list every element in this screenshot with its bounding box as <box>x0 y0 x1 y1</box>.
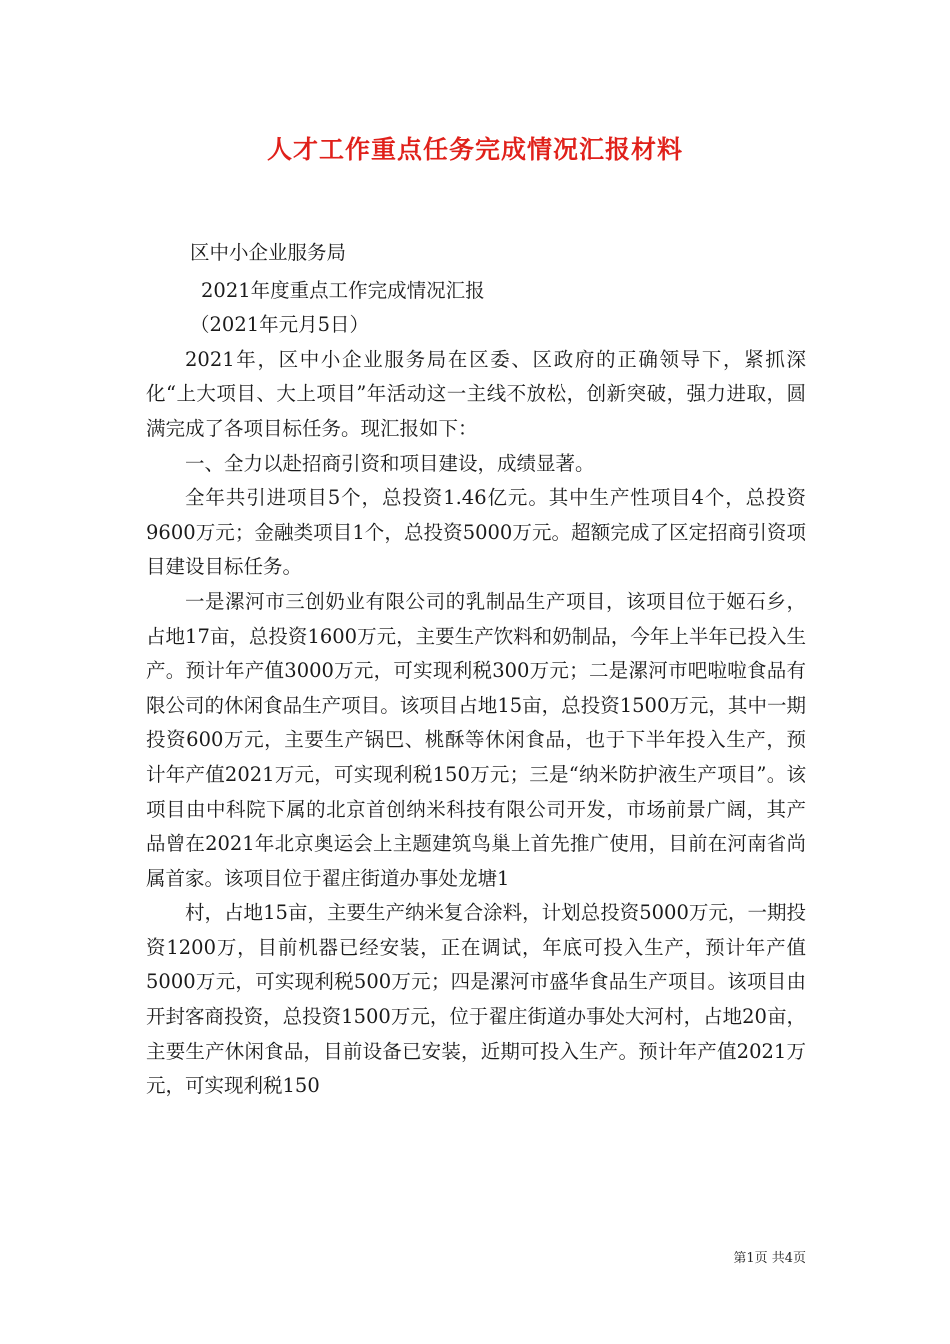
header-org: 区中小企业服务局 <box>190 241 347 264</box>
paragraph-projects-2: 村，占地15亩，主要生产纳米复合涂料，计划总投资5000万元，一期投资1200万，目前机器已经安装，正在调试，年底可投入生产，预计年产值5000万元，可实现利税500万元；四是漯河市盛华食品生产项目。该项目由开封客商投资，总投资1500万元，位于翟庄街道办事处大河村，占地20亩，主要生产休闲食品，目前设备已安装，近期可投入生产。预计年产值2021万元，可实现利税150 <box>146 901 806 1098</box>
paragraph-intro: 2021年，区中小企业服务局在区委、区政府的正确领导下，紧抓深化“上大项目、大上项目”年活动这一主线不放松，创新突破，强力进取，圆满完成了各项目标任务。现汇报如下： <box>146 347 806 440</box>
document-title: 人才工作重点任务完成情况汇报材料 <box>266 135 683 164</box>
paragraph-summary: 全年共引进项目5个，总投资1.46亿元。其中生产性项目4个，总投资9600万元；金融类项目1个，总投资5000万元。超额完成了区定招商引资项目建设目标任务。 <box>146 486 806 579</box>
paragraph-projects-1: 一是漯河市三创奶业有限公司的乳制品生产项目，该项目位于姬石乡，占地17亩，总投资1600万元，主要生产饮料和奶制品，今年上半年已投入生产。预计年产值3000万元，可实现利税300万元；二是漯河市吧啦啦食品有限公司的休闲食品生产项目。该项目占地15亩，总投资1500万元，其中一期投资600万元，主要生产锅巴、桃酥等休闲食品，也于下半年投入生产，预计年产值2021万元，可实现利税150万元；三是“纳米防护液生产项目”。该项目由中科院下属的北京首创纳米科技有限公司开发，市场前景广阔，其产品曾在2021年北京奥运会上主题建筑鸟巢上首先推广使用，目前在河南省尚属首家。该项目位于翟庄街道办事处龙塘1 <box>146 589 806 890</box>
paragraph-section-heading: 一、全力以赴招商引资和项目建设，成绩显著。 <box>185 451 595 475</box>
header-subtitle: 2021年度重点工作完成情况汇报 <box>201 278 485 302</box>
document-body <box>146 236 806 1104</box>
page-footer: 第1页 共4页 <box>733 1251 806 1266</box>
header-date: （2021年元月5日） <box>190 313 370 337</box>
